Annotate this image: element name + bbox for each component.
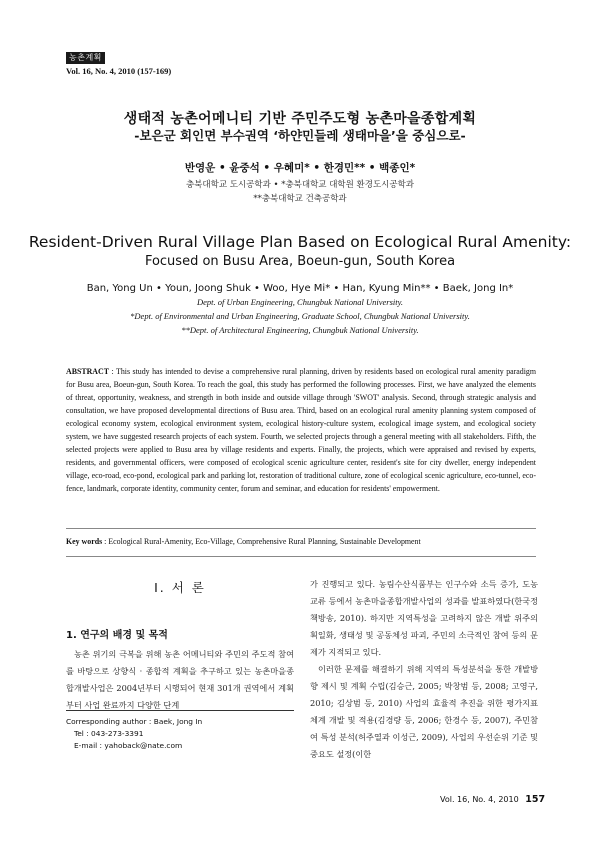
- english-subtitle: Focused on Busu Area, Boeun-gun, South Korea: [144, 254, 456, 269]
- keywords-text: : Ecological Rural-Amenity, Eco-Village, Comprehensive Rural Planning, Sustainable Development: [104, 537, 421, 546]
- footnote-author: Corresponding author : Baek, Jong In: [66, 717, 203, 726]
- abstract-text: : This study has intended to devise a comprehensive rural planning, driven by residents based on ecological rural amenity paradigm for Busu area, Boeun-gun, South Korea. To reach the goal, this study has performed the following processes. First, we have analyzed the elements of threat, opportunity, weakness, and strength in both inside and outside village through 'SWOT' analysis. Second, through strategic analysis and consultation, we have proposed developmental directions of Busu area. Third, based on an ecological rural amenity planning system composed of ecological economy system, ecological environment system, ecological history-culture system, ecological image system, and ecological society system, we have suggested research projects of each system. Fourth, we selected projects through a general meeting with all stakeholders. Fifth, the selected projects were applied to Busu area by village residents and experts. Finally, the projects, which were appraised and revised by experts, residents, and governmental officers, were composed of ecological scenic agriculture center, resident's site for city dweller, energy independent village, eco-road, eco-pond, ecological park and parking lot, restoration of traditional culture, zone of ecological scenic agriculture, eco-tunnel, eco-fence, landmark, corporate identity, community center, forum and seminar, and education for residents' empowerment.: [66, 367, 536, 493]
- english-affiliation-1: Dept. of Urban Engineering, Chungbuk National University.: [196, 297, 404, 307]
- footnote-rule: [66, 710, 294, 711]
- section-heading: I. 서 론: [154, 580, 206, 595]
- korean-affiliation-2: **충북대학교 건축공학과: [253, 194, 347, 204]
- left-paragraph: 농촌 위기의 극복을 위해 농촌 어메니티와 주민의 주도적 참여를 바탕으로 상향식 · 종합적 계획을 추구하고 있는 농촌마을종합개발사업은 2004년부터 시행되어 현재 301개 권역에서 계획부터 사업 완료까지 다양한 단계: [66, 649, 294, 710]
- divider-top: [66, 528, 536, 529]
- korean-authors: 반영운 • 윤중석 • 우혜미* • 한경민** • 백종인*: [184, 162, 416, 174]
- page-number: 157: [525, 794, 546, 805]
- right-paragraph-1: 가 진행되고 있다. 농림수산식품부는 인구수와 소득 증가, 도농교류 등에서 농촌마을종합개발사업의 성과를 발표하였다(한국정책방송, 2010). 하지만 지역특성을 고려하지 않은 개발 위주의 획일화, 생태성 및 공동체성 파괴, 주민의 소극적인 참여 등의 문제가 지적되고 있다.: [310, 579, 538, 657]
- page-footer: [440, 794, 545, 805]
- english-authors: Ban, Yong Un • Youn, Joong Shuk • Woo, Hye Mi* • Han, Kyung Min** • Baek, Jong In*: [86, 283, 514, 294]
- keywords: [66, 537, 536, 546]
- keywords-label: Key words: [66, 537, 103, 546]
- english-affiliation-3: **Dept. of Architectural Engineering, Chungbuk National University.: [181, 325, 419, 335]
- footnote: [66, 716, 294, 752]
- korean-subtitle: -보은군 회인면 부수권역 ‘하얀민들레 생태마을’을 중심으로-: [134, 128, 466, 143]
- left-column-body: [66, 646, 294, 714]
- footnote-email: E-mail : yahoback@nate.com: [74, 741, 183, 750]
- korean-title: 생태적 농촌어메니티 기반 주민주도형 농촌마을종합계획: [123, 111, 477, 127]
- footnote-tel: Tel : 043-273-3391: [74, 729, 144, 738]
- journal-badge: 농촌계획: [66, 52, 105, 64]
- right-paragraph-2: 이러한 문제를 해결하기 위해 지역의 특성분석을 통한 개발방향 제시 및 계획 수립(김승근, 2005; 박창범 등, 2008; 고영구, 2010; 김상범 등, 2010) 사업의 효율적 추진을 위한 평가지표 체계 개발 및 적용(김경량 등, 2006; 한경수 등, 2007), 주민참여 특성 분석(허주열과 이성근, 2009), 사업의 우선순위 기준 및 중요도 설정(이한: [310, 664, 538, 759]
- volume-line: Vol. 16, No. 4, 2010 (157-169): [66, 66, 172, 76]
- korean-affiliation-1: 충북대학교 도시공학과 • *충북대학교 대학원 환경도시공학과: [185, 180, 415, 190]
- footer-volume: Vol. 16, No. 4, 2010: [440, 795, 519, 804]
- abstract-label: ABSTRACT: [66, 367, 109, 376]
- right-column-body: [310, 576, 538, 763]
- english-title: Resident-Driven Rural Village Plan Based on Ecological Rural Amenity:: [28, 233, 572, 251]
- divider-bottom: [66, 556, 536, 557]
- english-affiliation-2: *Dept. of Environmental and Urban Engineering, Graduate School, Chungbuk National University.: [130, 311, 470, 321]
- subsection-heading: 1. 연구의 배경 및 목적: [66, 630, 168, 641]
- abstract: [66, 365, 536, 495]
